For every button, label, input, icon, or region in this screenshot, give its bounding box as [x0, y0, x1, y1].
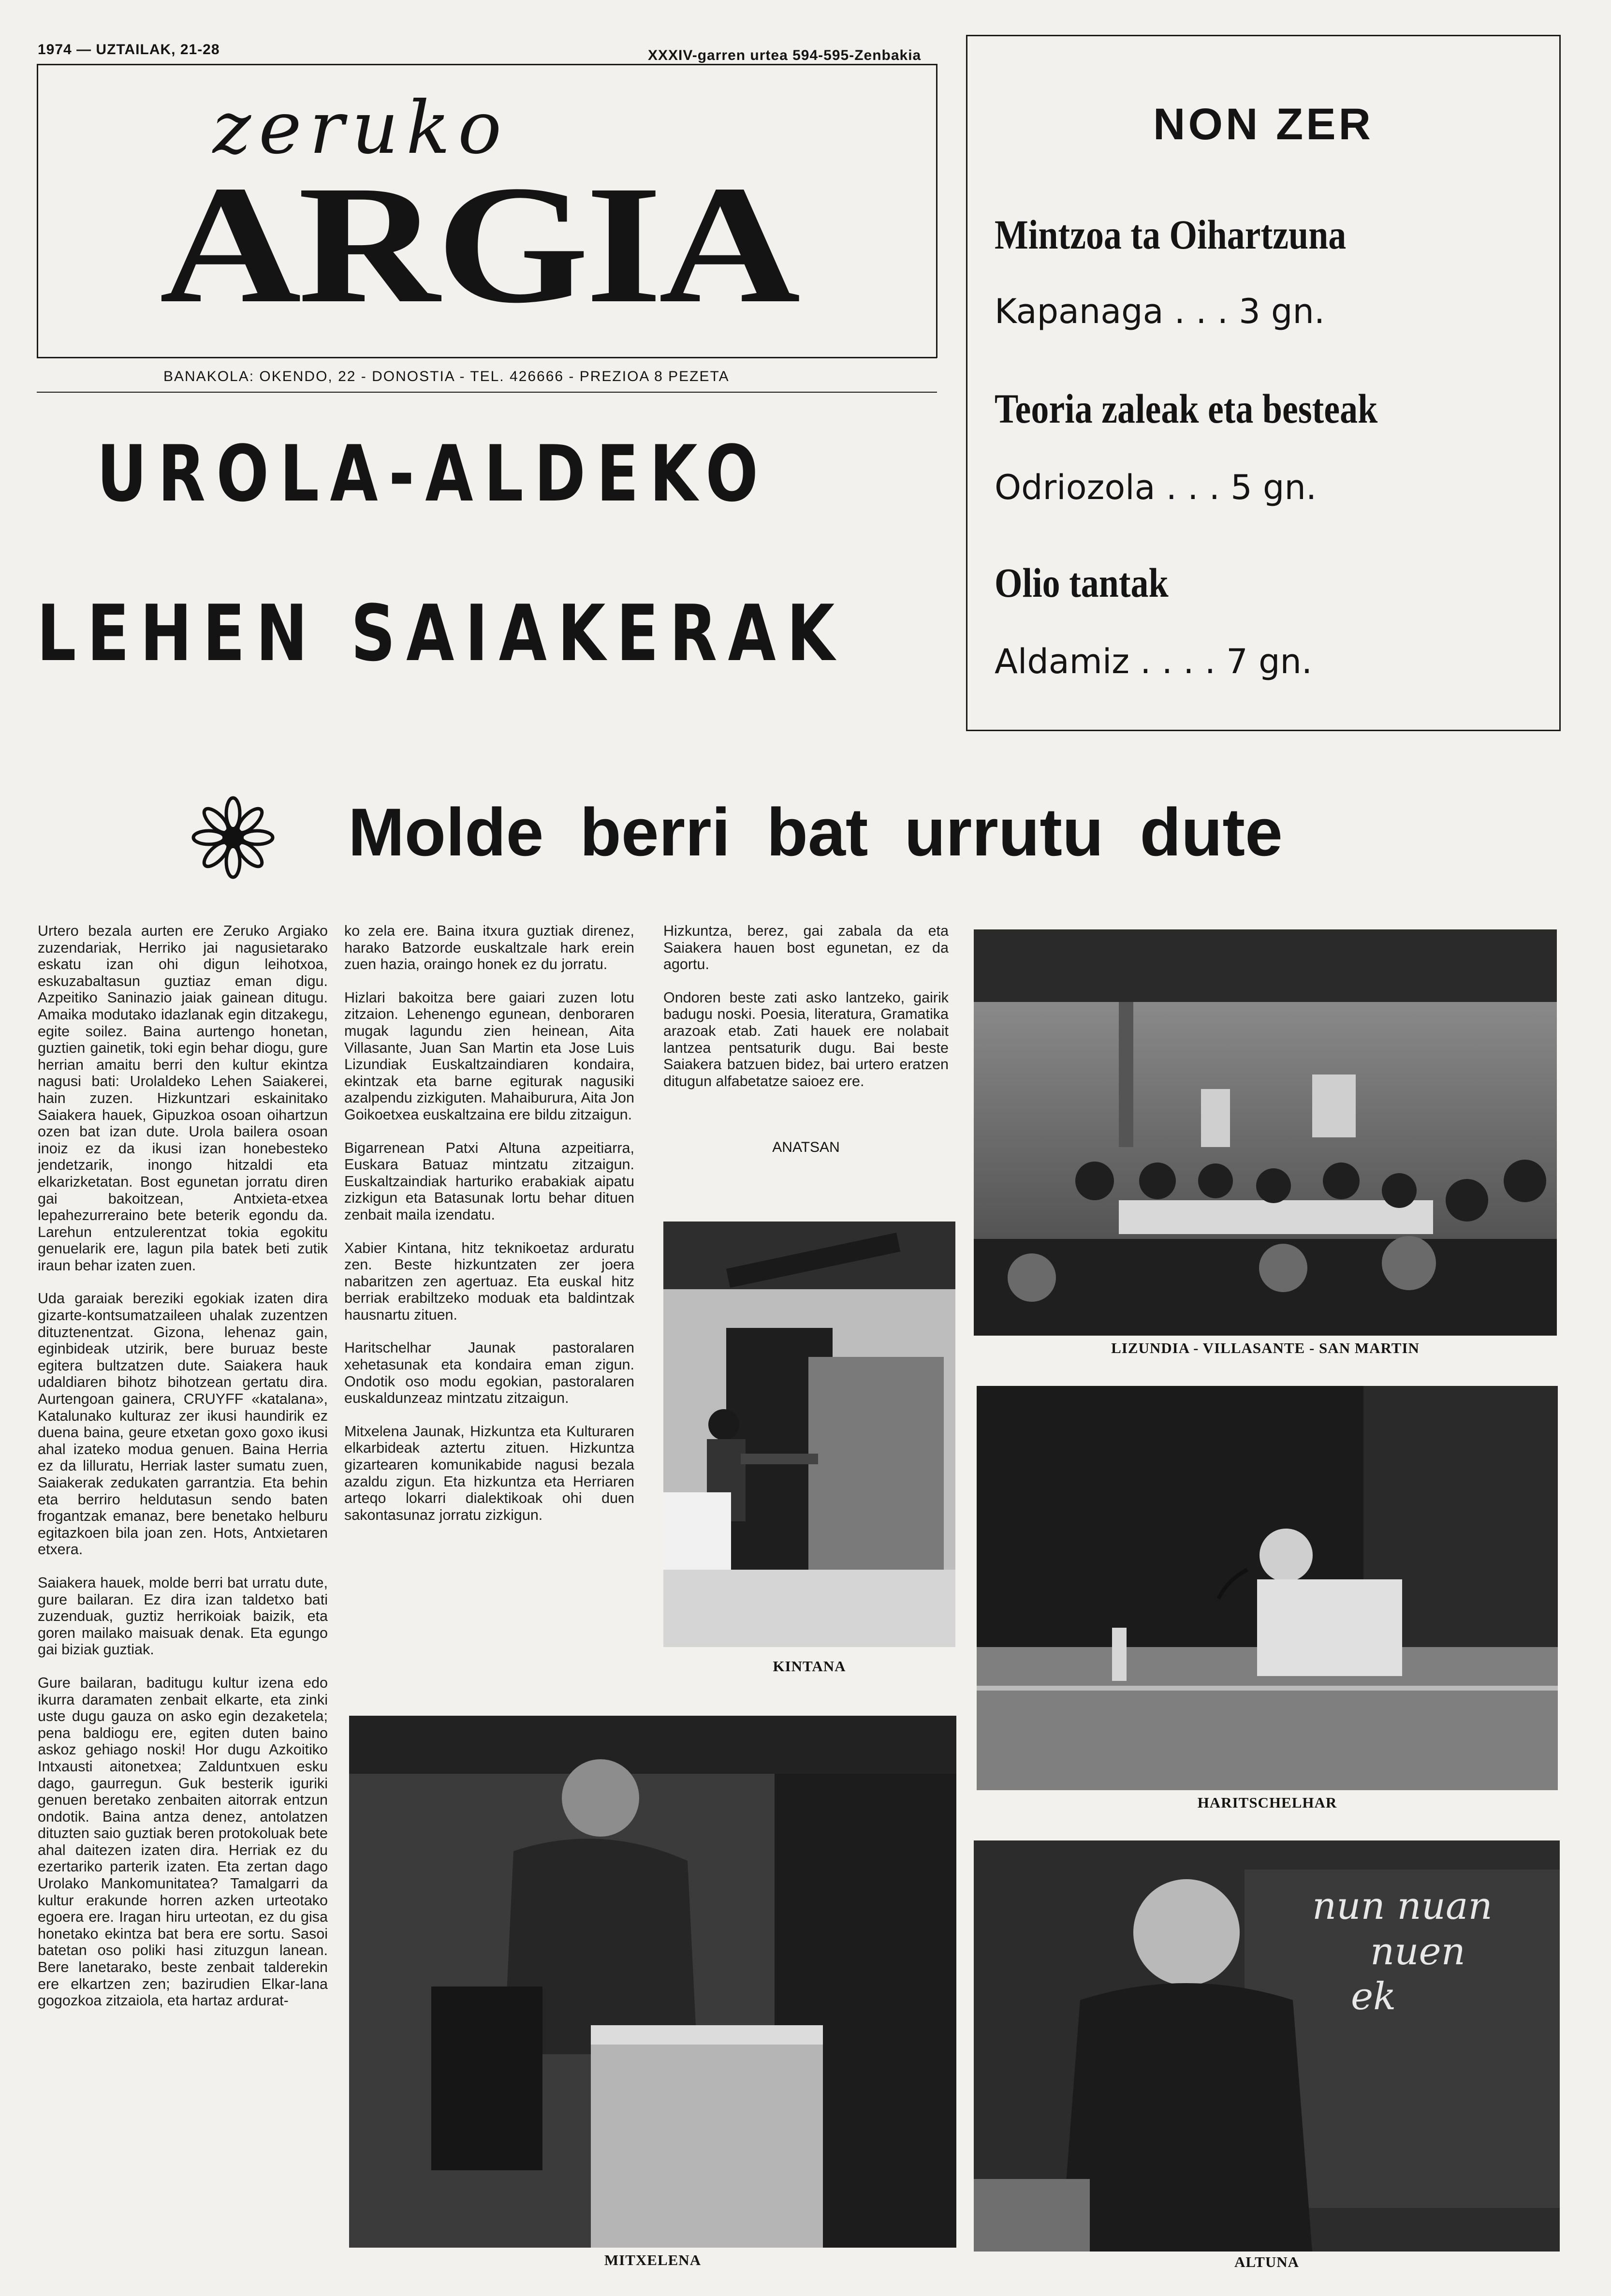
photo-lizundia-villasante-san-martin — [974, 929, 1557, 1336]
article-column-3 — [663, 923, 949, 1106]
non-zer-item-title: Olio tantak — [995, 559, 1169, 606]
blackboard-writing — [1312, 1884, 1493, 2020]
paragraph: Saiakera hauek, molde berri bat urratu dute, gure bailaran. Ez dira izan taldetxo bati zuzenduak, guztiz herrikoiak baizik, eta goren mailako maisuak denak. Eta egungo gai biziak guztiak. — [38, 1574, 328, 1658]
paragraph: Ondoren beste zati asko lantzeko, gairik badugu noski. Poesia, literatura, Gramatika arazoak etab. Zati hauek ere nolabait lantzea pentsaturik dugu. Bai beste Saiakera batzuen bidez, bai urtero eratzen ditugun alfabetatze saioez ere. — [663, 989, 949, 1089]
article-subheadline: Molde berri bat urrutu dute — [348, 794, 1283, 870]
caption-mitxelena: MITXELENA — [604, 2252, 702, 2268]
blackboard-line: ek — [1351, 1975, 1396, 2019]
blackboard-line: nuen — [1370, 1929, 1465, 1973]
masthead-right-rule — [936, 64, 937, 358]
paragraph: Mitxelena Jaunak, Hizkuntza eta Kulturaren elkarbideak aztertu zituen. Hizkuntza gizartearen komunikabide nagusi bezala azaldu zigun. Eta hizkuntza eta Herriaren arteqo lokarri dialektikoak ohi duen sakontasunaz jorratu zizkigun. — [344, 1423, 634, 1523]
non-zer-item-line: Aldamiz . . . . 7 gn. — [995, 642, 1313, 681]
paragraph: Xabier Kintana, hitz teknikoetaz arduratu zen. Beste hizkuntzaten zer joera nabaritzen zen agertuaz. Eta euskal hitz berriak erabiltzeko moduak eta baldintzak hausnartu zituen. — [344, 1239, 634, 1323]
photo-haritschelhar — [977, 1386, 1558, 1790]
caption-kintana: KINTANA — [773, 1658, 846, 1675]
masthead-bottom-rule — [37, 357, 937, 358]
paragraph: ko zela ere. Baina itxura guztiak direnez, harako Batzorde euskaltzale hark erein zuen hazia, oraingo honek ez du jorratu. — [344, 923, 634, 973]
address-line: BANAKOLA: OKENDO, 22 - DONOSTIA - TEL. 426666 - PREZIOA 8 PEZETA — [163, 368, 730, 384]
non-zer-box — [966, 35, 1561, 731]
headline-line1: UROLA-ALDEKO — [97, 428, 769, 519]
caption-haritschelhar: HARITSCHELHAR — [1197, 1794, 1337, 1811]
masthead-title: ARGIA — [160, 150, 797, 338]
caption-lizundia: LIZUNDIA - VILLASANTE - SAN MARTIN — [1111, 1339, 1420, 1356]
article-column-1 — [38, 923, 328, 2026]
article-column-2 — [344, 923, 634, 1540]
non-zer-item-line: Kapanaga . . . 3 gn. — [995, 292, 1325, 331]
photo-mitxelena — [349, 1716, 956, 2248]
paragraph: Hizkuntza, berez, gai zabala da eta Saiakera hauen bost egunetan, ez da agortu. — [663, 923, 949, 973]
non-zer-item-title: Teoria zaleak eta besteak — [995, 385, 1378, 432]
non-zer-item-title: Mintzoa ta Oihartzuna — [995, 211, 1347, 258]
headline-line2: LEHEN SAIAKERAK — [37, 588, 846, 678]
paragraph: Hizlari bakoitza bere gaiari zuzen lotu zitzaion. Lehenengo egunean, denboraren mugak lagundu zien heinean, Aita Villasante, Juan San Martin eta Jose Luis Lizundiak Euskaltzaindiaren kondaira, ekintzak eta barne egiturak nagusiki azalpendu zizkiguten. Mahaiburura, Aita Jon Goikoetxea euskaltzaina ere bildu zitzaigun. — [344, 989, 634, 1123]
masthead-script: zeruko — [213, 86, 510, 170]
photo-altuna — [974, 1840, 1560, 2252]
flower-ornament-icon — [190, 794, 277, 881]
non-zer-item-line: Odriozola . . . 5 gn. — [995, 468, 1317, 507]
paragraph: Uda garaiak bereziki egokiak izaten dira gizarte-kontsumatzaileen uhalak zuzentzen dituztenentzat. Gizona, lehenaz gain, eginbideak utzirik, bere buruaz beste egitera bultzatzen dute. Saiakera hauk udaldiaren bihotz bihotzean gertatu dira. Aurtengoan gainera, CRUYFF «katalana», Katalunako kulturaz zer ikusi haundirik ez duena baina, geure etxetan goxo goxo ikusi ahal izateko modua genuen. Baina Herria ez da lilluratu, Herriak laster sumatu zuen, Saiakerak zedukaten garrantzia. Eta behin eta berriro heldutasun sendo baten frogantzak emanaz, bere benetako helburu egitazkoen bila joan zen. Hots, Antxietaren etxera. — [38, 1290, 328, 1558]
paragraph: Urtero bezala aurten ere Zeruko Argiako zuzendariak, Herriko jai nagusietarako eskatu izan ohi digun leihotxoa, eskuzabaltasun guztiaz eman digu. Azpeitiko Saninazio jaiak gainean ditugu. Amaika modutako idazlanak egin ditzakegu, egite soilez. Baina aurtengo honetan, guztien gainetik, toki egin behar diogu, gure herrian amaitu berri den kultur ekintza nagusi bati: Urolaldeko Lehen Saiakerei, hain zuzen. Hizkuntzari eskainitako Saiakera hauek, Gipuzkoa osoan oihartzun ozen bat izan dute. Urola bailera osoan inoiz ez da ikusi izan honebesteko jendetzarik, inongo hitzaldi eta elkarizketatan. Bost egunetan jorratu diren gai bakoitzean, Antxieta-etxea lepahezurreraino bete beterik egondu da. Larehun entzulerentzat tokia egokitu genuelarik ere, lagun pila batek beti zutik iraun behar izaten zuen. — [38, 923, 328, 1274]
masthead-left-rule — [37, 64, 38, 358]
issue-date: 1974 — UZTAILAK, 21-28 — [38, 42, 220, 58]
article-signature: ANATSAN — [772, 1139, 840, 1155]
issue-number: XXXIV-garren urtea 594-595-Zenbakia — [648, 47, 922, 63]
paragraph: Gure bailaran, baditugu kultur izena edo ikurra daramaten zenbait elkarte, eta zinki uste dugu gauza on asko egin dezaketela; pena baldiogu ere, egiten duten baino askoz gehiago noski! Hor dugu Azkoitiko Intxausti aitonetxea; Zalduntxuen esku dago, gaurregun. Guk besterik iguriki genuen beretako zenbaiten aitorrak entzun ondotik. Baina antza denez, antolatzen dituzten saio guztiak beren protokoluak bete ahal daitezen izaten dira. Herriak ez du ezertariko parterik izaten. Eta zertan dago Urolako Mankomunitatea? Tamalgarri da kultur erakunde horren azken urteotako egoera ere. Iragan hiru urteotan, ez du gisa honetako ekintza bat bera ere sortu. Sasoi batetan oso poliki hasi zituzgun lanean. Bere lanetarako, beste zenbait talderekin ere elkartzen zen; bazirudien Elkar-lana gogozkoa zitzaiola, eta hartaz ardurat- — [38, 1674, 328, 2009]
address-rule — [37, 392, 937, 393]
paragraph: Haritschelhar Jaunak pastoralaren xehetasunak eta kondaira eman zigun. Ondotik oso modu egokian, pastoralaren euskaldunzeaz mintzatu zitzaigun. — [344, 1339, 634, 1407]
photo-kintana — [663, 1222, 955, 1647]
blackboard-line: nun nuan — [1312, 1884, 1493, 1928]
non-zer-title: NON ZER — [1153, 100, 1374, 149]
paragraph: Bigarrenean Patxi Altuna azpeitiarra, Euskara Batuaz mintzatu zitzaigun. Euskaltzaindiak harturiko erabakiak aipatu zizkigun eta Batasunak lortu behar dituen zenbait maila izendatu. — [344, 1139, 634, 1223]
caption-altuna: ALTUNA — [1234, 2253, 1300, 2270]
masthead-top-rule — [37, 64, 937, 65]
